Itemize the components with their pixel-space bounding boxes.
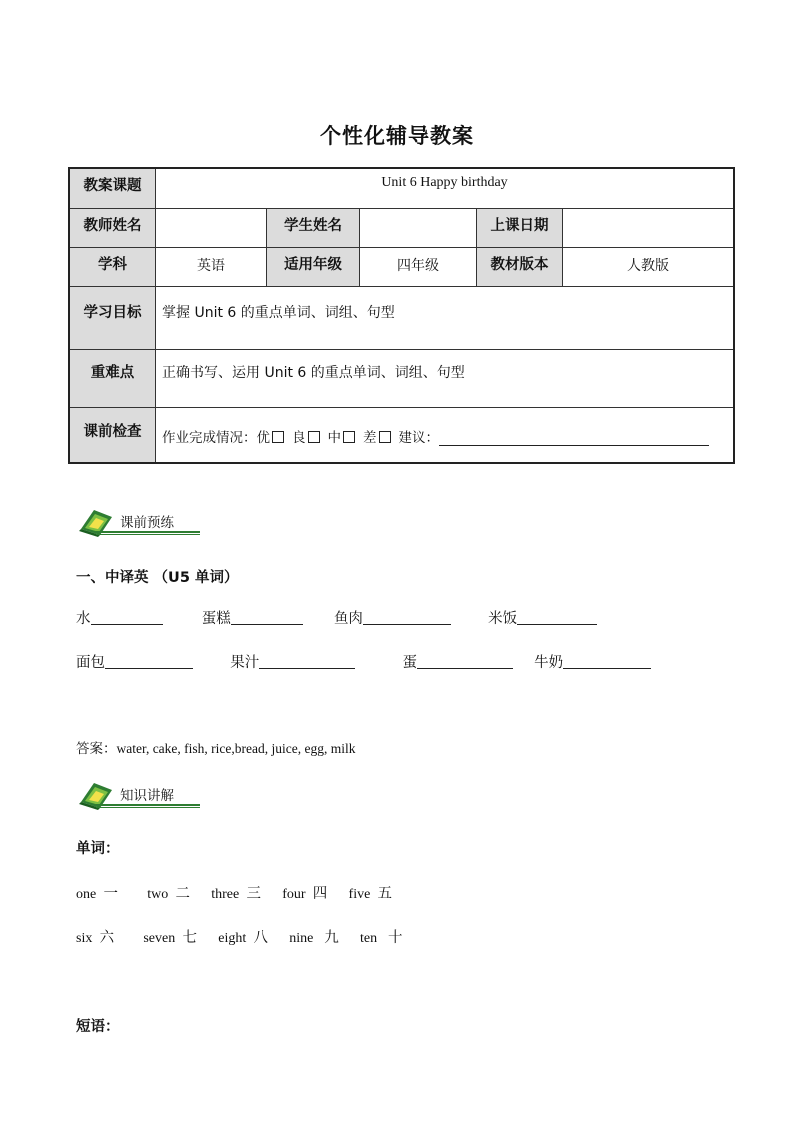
vocab-item: 果汁 bbox=[230, 655, 260, 671]
vocab-row-1 bbox=[76, 607, 597, 628]
section-badge-lecture bbox=[78, 780, 200, 808]
edition-value: 人教版 bbox=[563, 247, 735, 286]
checkbox-excellent[interactable] bbox=[272, 431, 284, 443]
number-chinese: 九 bbox=[324, 930, 339, 946]
answer-blank[interactable] bbox=[363, 610, 451, 625]
lesson-info-table bbox=[68, 167, 735, 464]
teacher-value[interactable] bbox=[156, 208, 267, 247]
number-word: five bbox=[348, 887, 371, 902]
number-chinese: 一 bbox=[103, 886, 118, 902]
answer-line: 答案：water, cake, fish, rice,bread, juice, egg, milk bbox=[76, 741, 356, 756]
option-good: 良 bbox=[292, 429, 306, 446]
number-chinese: 七 bbox=[182, 930, 197, 946]
grade-label: 适用年级 bbox=[267, 247, 360, 286]
answer-blank[interactable] bbox=[417, 654, 513, 669]
vocab-row-2 bbox=[76, 651, 651, 672]
option-medium: 中 bbox=[327, 429, 341, 446]
number-word: two bbox=[147, 887, 169, 902]
check-row bbox=[156, 407, 735, 463]
vocab-item: 蛋 bbox=[402, 655, 417, 671]
teacher-label: 教师姓名 bbox=[69, 208, 156, 247]
vocab-item: 蛋糕 bbox=[201, 611, 231, 627]
vocab-item: 牛奶 bbox=[534, 655, 564, 671]
date-value[interactable] bbox=[563, 208, 735, 247]
difficulty-label: 重难点 bbox=[69, 349, 156, 407]
grade-value: 四年级 bbox=[360, 247, 477, 286]
suggest-label: 建议： bbox=[398, 429, 439, 446]
numbers-row-2 bbox=[76, 926, 402, 947]
difficulty-value: 正确书写、运用 Unit 6 的重点单词、词组、句型 bbox=[156, 349, 735, 407]
section-title-preview: 课前预练 bbox=[120, 515, 174, 531]
number-word: ten bbox=[359, 931, 378, 946]
check-label: 课前检查 bbox=[69, 407, 156, 463]
page-title: 个性化辅导教案 bbox=[320, 124, 474, 148]
section-title-lecture: 知识讲解 bbox=[120, 788, 174, 804]
vocab-item: 水 bbox=[76, 611, 91, 627]
section1-heading: 一、中译英 （U5 单词） bbox=[76, 570, 239, 586]
number-word: nine bbox=[289, 931, 314, 946]
edition-label: 教材版本 bbox=[477, 247, 563, 286]
subject-label: 学科 bbox=[69, 247, 156, 286]
answer-blank[interactable] bbox=[105, 654, 193, 669]
checkbox-good[interactable] bbox=[308, 431, 320, 443]
answer-blank[interactable] bbox=[517, 610, 597, 625]
number-chinese: 三 bbox=[246, 886, 261, 902]
answer-blank[interactable] bbox=[563, 654, 651, 669]
answer-blank[interactable] bbox=[259, 654, 355, 669]
answer-blank[interactable] bbox=[91, 610, 163, 625]
check-prefix: 作业完成情况： bbox=[162, 429, 257, 446]
number-word: seven bbox=[143, 931, 176, 946]
number-chinese: 八 bbox=[253, 930, 268, 946]
vocab-item: 米饭 bbox=[488, 611, 518, 627]
phrases-heading: 短语： bbox=[76, 1019, 120, 1035]
goal-label: 学习目标 bbox=[69, 286, 156, 349]
numbers-row-1 bbox=[76, 882, 392, 903]
checkbox-medium[interactable] bbox=[343, 431, 355, 443]
words-heading: 单词： bbox=[76, 841, 120, 857]
date-label: 上课日期 bbox=[477, 208, 563, 247]
topic-label: 教案课题 bbox=[69, 168, 156, 208]
student-value[interactable] bbox=[360, 208, 477, 247]
number-word: one bbox=[76, 887, 97, 902]
subject-value: 英语 bbox=[156, 247, 267, 286]
number-word: six bbox=[76, 931, 93, 946]
topic-value: Unit 6 Happy birthday bbox=[156, 168, 735, 208]
vocab-item: 面包 bbox=[76, 655, 105, 671]
number-chinese: 十 bbox=[387, 930, 403, 946]
option-excellent: 优 bbox=[256, 429, 270, 446]
number-word: eight bbox=[218, 931, 247, 946]
student-label: 学生姓名 bbox=[267, 208, 360, 247]
answer-blank[interactable] bbox=[231, 610, 303, 625]
number-chinese: 二 bbox=[175, 886, 190, 902]
goal-value: 掌握 Unit 6 的重点单词、词组、句型 bbox=[156, 286, 735, 349]
checkbox-poor[interactable] bbox=[379, 431, 391, 443]
option-poor: 差 bbox=[363, 429, 377, 446]
number-word: three bbox=[211, 887, 240, 902]
number-chinese: 六 bbox=[99, 930, 115, 946]
vocab-item: 鱼肉 bbox=[333, 611, 363, 627]
number-chinese: 五 bbox=[377, 886, 393, 902]
number-word: four bbox=[282, 887, 306, 902]
suggest-blank[interactable] bbox=[439, 431, 709, 446]
section-badge-preview bbox=[78, 507, 200, 535]
number-chinese: 四 bbox=[312, 886, 328, 902]
